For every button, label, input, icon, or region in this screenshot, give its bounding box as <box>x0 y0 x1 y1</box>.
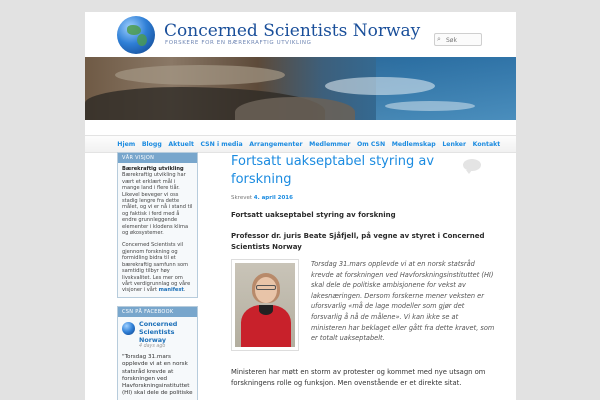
vision-text-2: Concerned Scientists vil gjennom forskning og formidling bidra til et bærekraftig samfunn som samtidig tilbyr høy livskvalitet. Les mer om vårt verdigrunnlag og våre visjoner i vårt <box>122 242 191 294</box>
article-meta <box>231 195 491 201</box>
manifest-link[interactable]: manifest <box>158 287 184 294</box>
sidebar <box>117 152 198 400</box>
nav-item-aktuelt[interactable]: Aktuelt <box>168 141 194 148</box>
vision-widget <box>117 152 198 298</box>
article <box>231 153 495 388</box>
site-title[interactable]: Concerned Scientists Norway <box>164 21 421 41</box>
nav-item-medlemskap[interactable]: Medlemskap <box>391 141 436 148</box>
article-paragraph: Ministeren har møtt en storm av protester og kommet med nye utsagn om forskningens rolle og funksjon. Men ovenstående er et direkte sitat. <box>231 368 486 387</box>
vision-title: Bærekraftig utvikling <box>122 166 184 172</box>
widget-heading: VÅR VISJON <box>118 153 197 163</box>
comment-bubble-icon[interactable] <box>463 159 481 171</box>
nav-item-medlemmer[interactable]: Medlemmer <box>309 141 351 148</box>
site-tagline: FORSKERE FOR EN BÆREKRAFTIG UTVIKLING <box>165 40 312 46</box>
article-quote: Torsdag 31.mars opplevde vi at en norsk statsråd krevde at forskningen ved Havforskningsinstituttet (HI) skal dele de politiske ambisjonene for vekst av lakesnæringen. Dersom forskerne mener veksten er uforsvarlig «må de lage modeller som gjør det forsvarlig å nå de målene». Vi kan ikke se at ministeren har beklaget eller gått fra dette kravet, som er totalt uakseptabelt. <box>311 260 495 343</box>
vision-text: Bærekraftig utvikling har vært et erklært mål i mange land i flere tiår. Likevel beveger vi oss stadig lengre fra dette målet, og vi er nå i stand til og faktisk i ferd med å endre grunnleggende elementer i klodens klima og økosystemer. <box>122 172 193 237</box>
article-lead: Fortsatt uakseptabel styring av forskning <box>231 211 396 219</box>
nav-item-csn-i-media[interactable]: CSN i media <box>200 141 243 148</box>
search-input[interactable] <box>446 35 480 45</box>
csn-avatar-icon[interactable] <box>122 322 135 335</box>
quote-block <box>231 259 495 363</box>
main-nav <box>85 135 516 153</box>
article-author: Professor dr. juris Beate Sjåfjell, på vegne av styret i Concerned Scientists Norway <box>231 232 485 251</box>
page <box>85 12 516 400</box>
globe-logo-icon[interactable] <box>117 16 155 54</box>
nav-item-kontakt[interactable]: Kontakt <box>472 141 501 148</box>
nav-item-lenker[interactable]: Lenker <box>442 141 467 148</box>
header-banner-image <box>85 57 516 120</box>
nav-item-arrangementer[interactable]: Arrangementer <box>249 141 303 148</box>
author-photo <box>231 259 299 351</box>
article-title[interactable]: Fortsatt uakseptabel styring av forskning <box>231 154 435 187</box>
posted-label: Skrevet <box>231 195 252 201</box>
facebook-page-name[interactable]: Concerned Scientists Norway <box>139 319 178 344</box>
nav-item-blogg[interactable]: Blogg <box>141 141 162 148</box>
site-header <box>85 12 516 56</box>
vision-text-end: . <box>183 287 186 294</box>
search-icon: ⌕ <box>437 35 441 43</box>
facebook-widget <box>117 306 198 400</box>
widget-heading: CSN PÅ FACEBOOK <box>118 307 197 317</box>
facebook-post-time: 4 days ago <box>139 343 166 349</box>
facebook-post-text: "Torsdag 31.mars opplevde vi at en norsk statsråd krevde at forskningen ved Havforskningsinstituttet (HI) skal dele de politiske <box>122 354 193 397</box>
nav-item-om-csn[interactable]: Om CSN <box>357 141 386 148</box>
nav-item-hjem[interactable]: Hjem <box>117 141 136 148</box>
search-box[interactable] <box>434 33 482 46</box>
article-date[interactable]: 4. april 2016 <box>253 195 293 201</box>
